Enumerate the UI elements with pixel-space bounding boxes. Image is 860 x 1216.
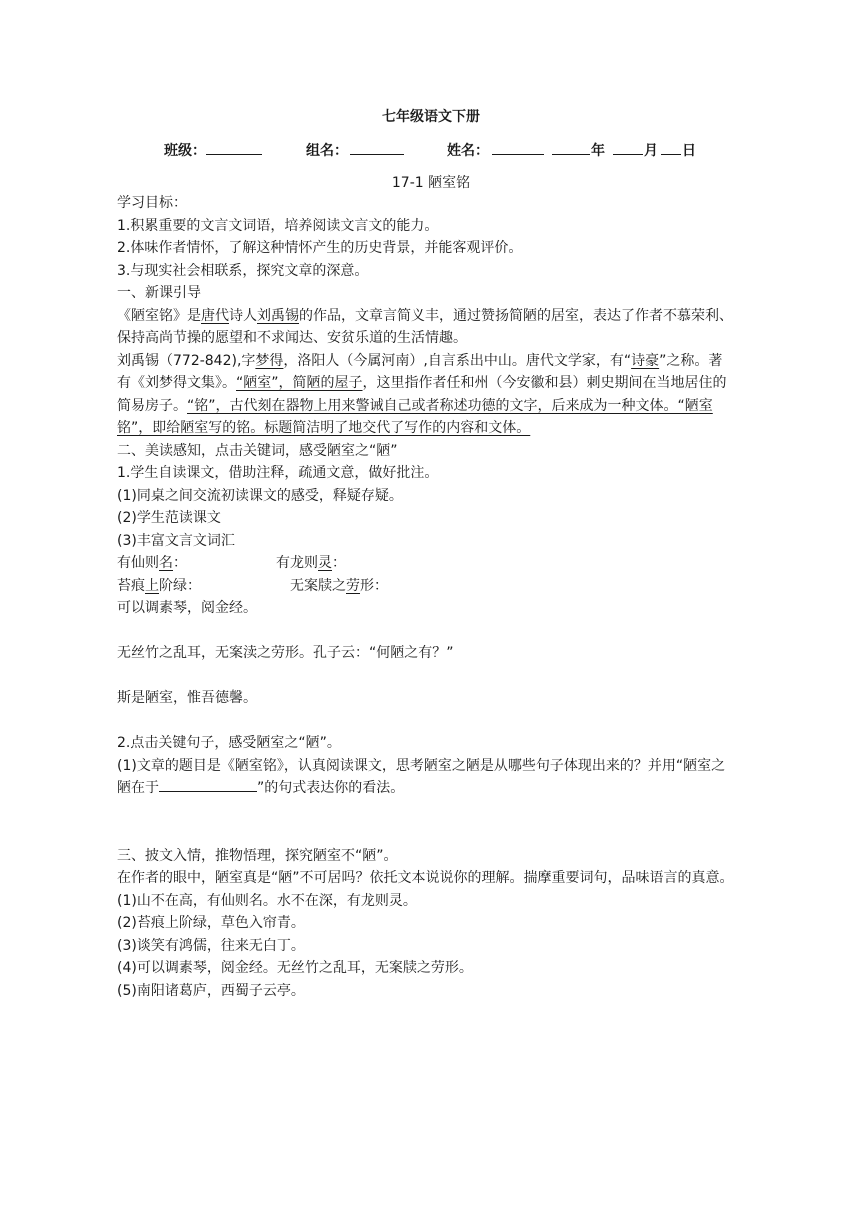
- vocab-keyword[interactable]: 名: [159, 555, 173, 571]
- note-lou-shi[interactable]: “陋室”，简陋的屋子: [236, 375, 363, 391]
- vocab-row: [117, 552, 735, 575]
- goal-item: 2.体味作者情怀，了解这种情怀产生的历史背景，并能客观评价。: [117, 240, 523, 256]
- section-3-heading: 三、披文入情，推物悟理，探究陋室不“陋”。: [117, 847, 398, 864]
- month-label: 月: [644, 143, 658, 159]
- sub-step-item: (3)丰富文言文词汇: [117, 532, 235, 549]
- name-label: 姓名：: [447, 143, 489, 159]
- month-blank[interactable]: [613, 140, 643, 155]
- vocab-text: ：: [173, 555, 187, 571]
- text-line[interactable]: 斯是陋室，惟吾德馨。: [117, 690, 257, 706]
- goals-title: 学习目标：: [117, 195, 187, 211]
- intro-text: 的作品，文章言简义丰，通过赞扬简陋的居室，表达了作者不慕荣利、保持高尚节操的愿望和不求闻达、安贫乐道的生活情趣。: [117, 307, 733, 346]
- sub-step-item: (1)同桌之间交流初读课文的感受，释疑存疑。: [117, 487, 403, 504]
- sentence-item[interactable]: (2)苔痕上阶绿，草色入帘青。: [117, 915, 305, 931]
- vocab-text: 有龙则: [276, 555, 318, 571]
- vocab-text: 形：: [360, 577, 388, 594]
- sentence-item[interactable]: (4)可以调素琴，阅金经。无丝竹之乱耳，无案牍之劳形。: [117, 960, 473, 976]
- vocab-text: 无案牍之: [290, 577, 346, 594]
- section-2-heading: 二、美读感知，点击关键词，感受陋室之“陋”: [117, 442, 398, 459]
- keyword-shihao[interactable]: 诗豪: [631, 352, 660, 369]
- student-info-header: [131, 140, 731, 160]
- year-label: 年: [591, 143, 605, 159]
- author-text: ”之称。著有《刘梦得文集》。: [117, 352, 723, 391]
- intro-text: 诗人: [229, 307, 257, 324]
- sub-step-item: (2)学生范读课文: [117, 510, 221, 526]
- vocab-text: 苔痕: [117, 577, 145, 594]
- lesson-title: 17-1 陋室铭: [391, 175, 471, 191]
- vocab-text: 阶绿：: [159, 577, 201, 594]
- vocab-entry: [117, 575, 201, 598]
- note-ming[interactable]: “铭”，古代刻在器物上用来警诫自己或者称述功德的文字，后来成为一种文体。“陋室铭”，即给陋室写的铭。标题简洁明了地交代了写作的内容和文体。: [117, 397, 713, 436]
- sentence-item[interactable]: (3)谈笑有鸿儒，往来无白丁。: [117, 937, 305, 954]
- vocab-text: ：: [332, 555, 346, 571]
- question-text: (1)文章的题目是《陋室铭》，认真阅读课文，思考陋室之陋是从哪些句子体现出来的？并用“陋室之陋在于: [117, 757, 726, 796]
- vocab-keyword[interactable]: 劳: [346, 577, 360, 594]
- section-3-intro: 在作者的眼中，陋室真是“陋”不可居吗？依托文本说说你的理解。揣摩重要词句，品味语言的真意。: [117, 870, 734, 886]
- goal-item: 1.积累重要的文言文词语，培养阅读文言文的能力。: [117, 217, 439, 234]
- author-paragraph: [117, 350, 735, 440]
- vocab-entry: [276, 552, 346, 575]
- intro-paragraph: [117, 305, 735, 350]
- keyword-tang-dynasty[interactable]: 唐代: [201, 307, 229, 324]
- class-blank[interactable]: [206, 140, 262, 155]
- step-item: 2.点击关键句子，感受陋室之“陋”。: [117, 735, 341, 751]
- sentence-item[interactable]: (5)南阳诸葛庐，西蜀子云亭。: [117, 982, 305, 999]
- answer-blank[interactable]: [159, 777, 257, 792]
- goal-item: 3.与现实社会相联系，探究文章的深意。: [117, 262, 369, 279]
- name-blank[interactable]: [492, 140, 544, 155]
- vocab-keyword[interactable]: 灵: [318, 555, 332, 571]
- vocab-entry: [117, 552, 187, 575]
- text-line[interactable]: 无丝竹之乱耳，无案渎之劳形。孔子云：“何陋之有？”: [117, 645, 454, 661]
- step-item: 1.学生自读课文，借助注释，疏通文意，做好批注。: [117, 465, 439, 481]
- day-label: 日: [682, 143, 696, 159]
- document-title: 七年级语文下册: [382, 109, 480, 125]
- class-label: 班级：: [164, 143, 206, 159]
- year-blank[interactable]: [552, 140, 590, 155]
- group-label: 组名：: [306, 143, 348, 159]
- section-1-heading: 一、新课引导: [117, 285, 201, 301]
- vocab-text: 有仙则: [117, 555, 159, 571]
- keyword-liu-yuxi[interactable]: 刘禹锡: [257, 307, 299, 324]
- author-text: ，洛阳人（今属河南）,自言系出中山。唐代文学家，有“: [283, 352, 632, 369]
- keyword-mengde[interactable]: 梦得: [255, 352, 284, 369]
- vocab-entry: [290, 575, 388, 598]
- question-text: ”的句式表达你的看法。: [257, 780, 405, 796]
- worksheet-body: [117, 192, 735, 1002]
- author-text: 刘禹锡（772-842),字: [117, 352, 256, 369]
- vocab-row: [117, 575, 735, 598]
- question-item: [117, 755, 735, 800]
- vocab-keyword[interactable]: 上: [145, 577, 159, 594]
- sentence-item[interactable]: (1)山不在高，有仙则名。水不在深，有龙则灵。: [117, 892, 417, 909]
- group-blank[interactable]: [350, 140, 404, 155]
- author-text: ，这里指作者任和州（今安徽和县）刺史期间在当地居住的简易房子。: [117, 375, 727, 414]
- text-line[interactable]: 可以调素琴，阅金经。: [117, 600, 257, 616]
- day-blank[interactable]: [661, 140, 681, 155]
- intro-text: 《陋室铭》是: [117, 307, 201, 324]
